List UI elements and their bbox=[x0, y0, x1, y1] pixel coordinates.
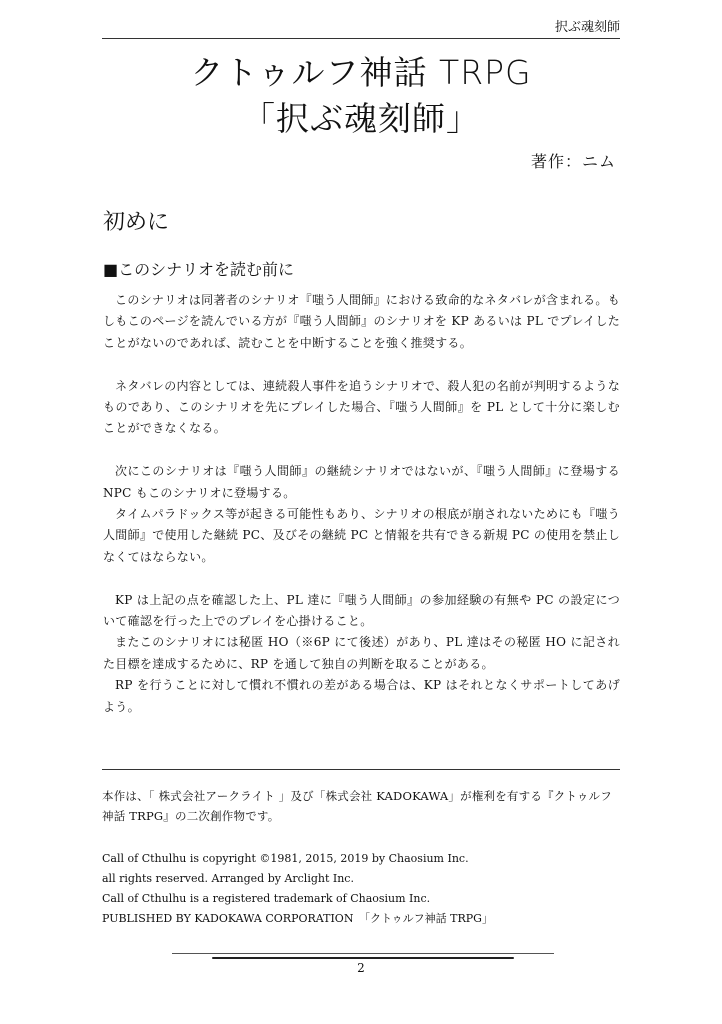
rule-line-thick bbox=[212, 957, 514, 959]
footer-credits bbox=[102, 849, 620, 929]
body-text bbox=[103, 290, 620, 718]
paragraph-gap bbox=[103, 440, 620, 461]
paragraph: ネタバレの内容としては、連続殺人事件を追うシナリオで、殺人犯の名前が判明するようなものであり、このシナリオを先にプレイした場合、『嗤う人間師』を PL として十分に楽しむことができなくなる。 bbox=[103, 378, 620, 436]
paragraph: 次にこのシナリオは『嗤う人間師』の継続シナリオではないが、『嗤う人間師』に登場する NPC もこのシナリオに登場する。 bbox=[103, 464, 620, 500]
rule-line-thin bbox=[172, 953, 554, 954]
copyright-notice: 本作は、「 株式会社アークライト 」及び「株式会社 KADOKAWA」が権利を有する『クトゥルフ神話 TRPG』の二次創作物です。 bbox=[102, 789, 612, 823]
section-heading: 初めに bbox=[103, 210, 170, 235]
paragraph: このシナリオは同著者のシナリオ『嗤う人間師』における致命的なネタバレが含まれる。もしもこのページを読んでいる方が『嗤う人間師』のシナリオを KP あるいは PL でプレイしたことがないのであれば、読むことを中断することを強く推奨する。 bbox=[103, 293, 620, 350]
footer-notice bbox=[102, 786, 620, 826]
footer-rule bbox=[102, 769, 620, 770]
title-line-2: 「択ぶ魂刻師」 bbox=[242, 99, 480, 138]
paragraph-gap bbox=[103, 354, 620, 375]
paragraph: またこのシナリオには秘匿 HO（※6P にて後述）があり、PL 達はその秘匿 HO に記された目標を達成するために、RP を通して独自の判断を取ることがある。 bbox=[103, 635, 620, 671]
author-credit: 著作：ニム bbox=[530, 152, 616, 171]
title-line-1: クトゥルフ神話 TRPG bbox=[190, 53, 532, 92]
paragraph-gap bbox=[103, 568, 620, 589]
credit-line: Call of Cthulhu is a registered trademark of Chaosium Inc. bbox=[102, 892, 431, 905]
paragraph: タイムパラドックス等が起きる可能性もあり、シナリオの根底が崩されないためにも『嗤う人間師』で使用した継続 PC、及びその継続 PC と情報を共有できる新規 PC の使用を禁止しなくてはならない。 bbox=[103, 507, 620, 564]
page-number-rule bbox=[172, 953, 554, 959]
header-title: 択ぶ魂刻師 bbox=[554, 20, 620, 35]
paragraph: KP は上記の点を確認した上、PL 達に『嗤う人間師』の参加経験の有無や PC の設定について確認を行った上でのプレイを心掛けること。 bbox=[103, 592, 620, 629]
paragraph: RP を行うことに対して慣れ不慣れの差がある場合は、KP はそれとなくサポートしてあげよう。 bbox=[103, 678, 620, 714]
page-number: 2 bbox=[357, 961, 365, 975]
header-rule bbox=[102, 38, 620, 39]
section-subheading: ■このシナリオを読む前に bbox=[103, 260, 294, 279]
credit-line: all rights reserved. Arranged by Arclight Inc. bbox=[102, 872, 354, 885]
credit-line: Call of Cthulhu is copyright ©1981, 2015, 2019 by Chaosium Inc. bbox=[102, 852, 469, 865]
document-title bbox=[102, 50, 620, 142]
credit-line: PUBLISHED BY KADOKAWA CORPORATION 「クトゥルフ神話 TRPG」 bbox=[102, 912, 493, 925]
